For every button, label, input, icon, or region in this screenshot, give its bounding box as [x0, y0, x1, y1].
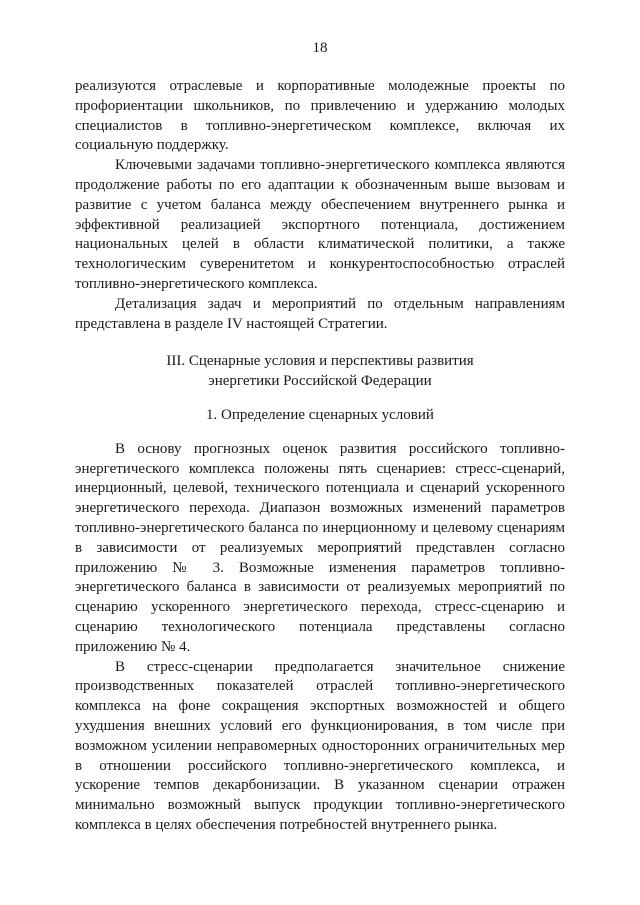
paragraph-youth-projects: реализуются отраслевые и корпоративные молодежные проекты по профориентации школьников, по привлечению и удержанию молодых специалистов в топливно-энергетическом комплексе, включая их социальную поддержку. [75, 78, 565, 154]
section-heading-line2: энергетики Российской Федерации [208, 373, 432, 390]
paragraph-stress-scenario: В стресс-сценарии предполагается значительное снижение производственных показателей отраслей топливно-энергетического комплекса на фоне сокращения экспортных возможностей и общего ухудшения внешних условий его функционирования, в том числе при возможном усилении неправомерных односторонних ограничительных мер в отношении российского топливно-энергетического комплекса, и ускорение темпов декарбонизации. В указанном сценарии отражен минимально возможный выпуск продукции топливно-энергетического комплекса в целях обеспечения потребностей внутреннего рынка. [75, 658, 565, 833]
document-body [75, 77, 565, 836]
page-number: 18 [312, 40, 328, 56]
section-heading-line1: III. Сценарные условия и перспективы развития [166, 353, 474, 370]
subsection-heading: 1. Определение сценарных условий [206, 406, 434, 423]
paragraph-detailing: Детализация задач и мероприятий по отдельным направлениям представлена в разделе IV настоящей Стратегии. [75, 295, 565, 332]
paragraph-key-tasks: Ключевыми задачами топливно-энергетического комплекса являются продолжение работы по его адаптации к обозначенным выше вызовам и развитие с учетом баланса между обеспечением внутреннего рынка и эффективной реализацией экспортного потенциала, достижением национальных целей в области климатической политики, а также технологическим суверенитетом и конкурентоспособностью отраслей топливно-энергетического комплекса. [75, 157, 565, 292]
section-heading [75, 352, 565, 392]
paragraph-scenarios: В основу прогнозных оценок развития российского топливно-энергетического комплекса положены пять сценариев: стресс-сценарий, инерционный, целевой, технического потенциала и сценарий ускоренного энергетического перехода. Диапазон возможных изменений параметров топливно-энергетического баланса по инерционному и целевому сценариям в зависимости от реализуемых мероприятий представлен согласно приложению № 3. Возможные изменения параметров топливно-энергетического баланса в зависимости от реализуемых мероприятий по сценарию ускоренного энергетического перехода, стресс-сценарию и сценарию технологического потенциала представлены согласно приложению № 4. [75, 440, 565, 655]
